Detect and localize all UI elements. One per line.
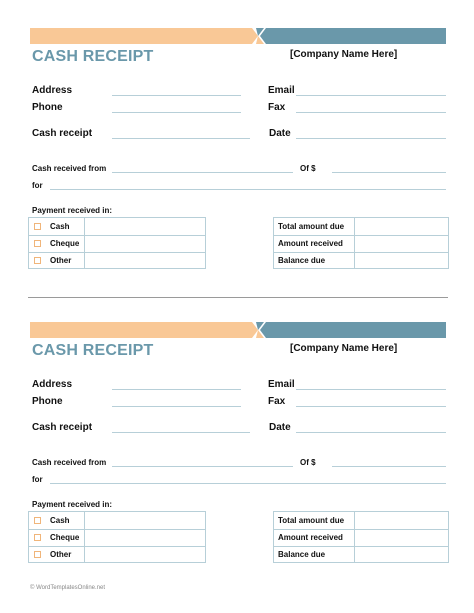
- other-option-label: Other: [50, 550, 72, 559]
- header-band-blue: [268, 28, 446, 44]
- address-label: Address: [32, 85, 73, 96]
- payment-label: Payment received in:: [32, 500, 113, 509]
- company-name[interactable]: [Company Name Here]: [290, 49, 398, 60]
- header-band-chevron: [244, 322, 276, 338]
- amount-label: Of $: [300, 458, 316, 467]
- total-due-label: Total amount due: [278, 222, 345, 231]
- date-field[interactable]: [296, 432, 446, 433]
- cheque-option-label: Cheque: [50, 533, 80, 542]
- cash-receipt-field[interactable]: [112, 138, 250, 139]
- date-label: Date: [269, 128, 291, 139]
- totals-table: [273, 511, 449, 563]
- cash-checkbox[interactable]: [34, 517, 41, 524]
- balance-due-label: Balance due: [278, 256, 326, 265]
- cash-receipt-label: Cash receipt: [32, 128, 93, 139]
- header-band-orange: [30, 322, 252, 338]
- cash-checkbox[interactable]: [34, 223, 41, 230]
- other-checkbox[interactable]: [34, 257, 41, 264]
- phone-label: Phone: [32, 102, 63, 113]
- totals-table: [273, 217, 449, 269]
- amount-field[interactable]: [332, 466, 446, 467]
- amount-received-label: Amount received: [278, 239, 343, 248]
- address-field[interactable]: [112, 389, 241, 390]
- header-band-orange: [30, 28, 252, 44]
- fax-field[interactable]: [296, 112, 446, 113]
- total-due-label: Total amount due: [278, 516, 345, 525]
- amount-received-label: Amount received: [278, 533, 343, 542]
- for-label: for: [32, 475, 43, 484]
- payment-method-table: [28, 217, 206, 269]
- received-from-label: Cash received from: [32, 164, 107, 173]
- for-label: for: [32, 181, 43, 190]
- received-from-field[interactable]: [112, 466, 293, 467]
- address-label: Address: [32, 379, 73, 390]
- phone-field[interactable]: [112, 406, 241, 407]
- receipt-title: CASH RECEIPT: [32, 48, 154, 65]
- date-field[interactable]: [296, 138, 446, 139]
- received-from-label: Cash received from: [32, 458, 107, 467]
- payment-label: Payment received in:: [32, 206, 113, 215]
- email-field[interactable]: [296, 389, 446, 390]
- company-name[interactable]: [Company Name Here]: [290, 343, 398, 354]
- for-field[interactable]: [50, 483, 446, 484]
- cash-receipt-1: [0, 0, 474, 280]
- receipt-title: CASH RECEIPT: [32, 342, 154, 359]
- email-label: Email: [268, 379, 295, 390]
- cash-receipt-2: [0, 294, 474, 574]
- cash-option-label: Cash: [50, 222, 70, 231]
- cheque-option-label: Cheque: [50, 239, 80, 248]
- phone-label: Phone: [32, 396, 63, 407]
- header-band-blue: [268, 322, 446, 338]
- cash-receipt-field[interactable]: [112, 432, 250, 433]
- email-label: Email: [268, 85, 295, 96]
- cheque-checkbox[interactable]: [34, 534, 41, 541]
- other-checkbox[interactable]: [34, 551, 41, 558]
- cash-receipt-label: Cash receipt: [32, 422, 93, 433]
- fax-label: Fax: [268, 396, 286, 407]
- date-label: Date: [269, 422, 291, 433]
- cheque-checkbox[interactable]: [34, 240, 41, 247]
- cash-option-label: Cash: [50, 516, 70, 525]
- balance-due-label: Balance due: [278, 550, 326, 559]
- header-band-chevron: [244, 28, 276, 44]
- footer-copyright: © WordTemplatesOnline.net: [30, 585, 106, 591]
- payment-method-table: [28, 511, 206, 563]
- address-field[interactable]: [112, 95, 241, 96]
- amount-field[interactable]: [332, 172, 446, 173]
- received-from-field[interactable]: [112, 172, 293, 173]
- fax-field[interactable]: [296, 406, 446, 407]
- other-option-label: Other: [50, 256, 72, 265]
- email-field[interactable]: [296, 95, 446, 96]
- for-field[interactable]: [50, 189, 446, 190]
- phone-field[interactable]: [112, 112, 241, 113]
- fax-label: Fax: [268, 102, 286, 113]
- amount-label: Of $: [300, 164, 316, 173]
